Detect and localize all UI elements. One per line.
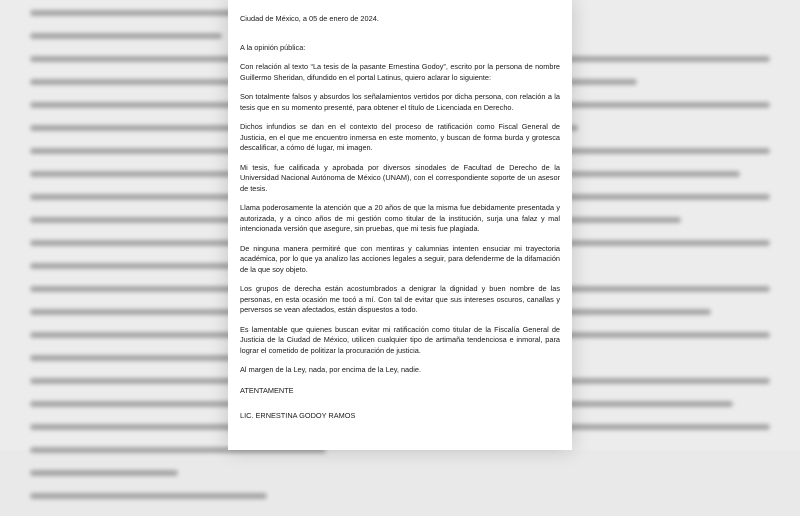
- letter-closing: ATENTAMENTE: [240, 386, 294, 396]
- letter-signature: LIC. ERNESTINA GODOY RAMOS: [240, 410, 356, 420]
- letter-paragraph: Llama poderosamente la atención que a 20 años de que la misma fue debidamente presentada y autorizada, y a cinco años de mi gestión como titular de la institución, surja una falaz y mal intencionada versión que asegure, sin pruebas, que mi tesis fue plagiada.: [240, 203, 560, 234]
- letter-date: Ciudad de México, a 05 de enero de 2024.: [240, 14, 379, 23]
- letter-greeting: A la opinión pública:: [240, 42, 306, 52]
- letter-paragraph: Son totalmente falsos y absurdos los señalamientos vertidos por dicha persona, con relación a la tesis que en su momento presenté, para obtener el título de Licenciada en Derecho.: [240, 91, 560, 112]
- letter-page: [228, 0, 572, 450]
- letter-paragraph: Es lamentable que quienes buscan evitar mi ratificación como titular de la Fiscalía General de Justicia de la Ciudad de México, utilicen cualquier tipo de artimaña tendenciosa e inmoral, para lograr el cometido de politizar la procuración de justicia.: [240, 324, 560, 356]
- letter-paragraph: Con relación al texto “La tesis de la pasante Ernestina Godoy”, escrito por la persona de nombre Guillermo Sheridan, difundido en el portal Latinus, quiero aclarar lo siguiente:: [240, 61, 560, 82]
- letter-paragraph: Dichos infundios se dan en el contexto del proceso de ratificación como Fiscal General de Justicia, en el que me encuentro inmersa en este momento, y buscan de forma burda y grotesca descalificar, a cómo dé lugar, mi imagen.: [240, 121, 560, 153]
- letter-paragraph: De ninguna manera permitiré que con mentiras y calumnias intenten ensuciar mi trayectoria académica, por lo que ya analizo las acciones legales a seguir, para defenderme de la difamación de la que soy objeto.: [240, 243, 560, 274]
- letter-paragraph: Los grupos de derecha están acostumbrados a denigrar la dignidad y buen nombre de las personas, en esta ocasión me tocó a mí. Con tal de evitar que sus intereses oscuros, canallas y perversos se vean afectados, están dispuestos a todo.: [240, 284, 560, 315]
- letter-paragraph: Al margen de la Ley, nada, por encima de la Ley, nadie.: [240, 365, 421, 375]
- letter-paragraph: Mi tesis, fue calificada y aprobada por diversos sinodales de Facultad de Derecho de la Universidad Nacional Autónoma de México (UNAM), con el correspondiente soporte de un asesor de tesis.: [240, 162, 560, 193]
